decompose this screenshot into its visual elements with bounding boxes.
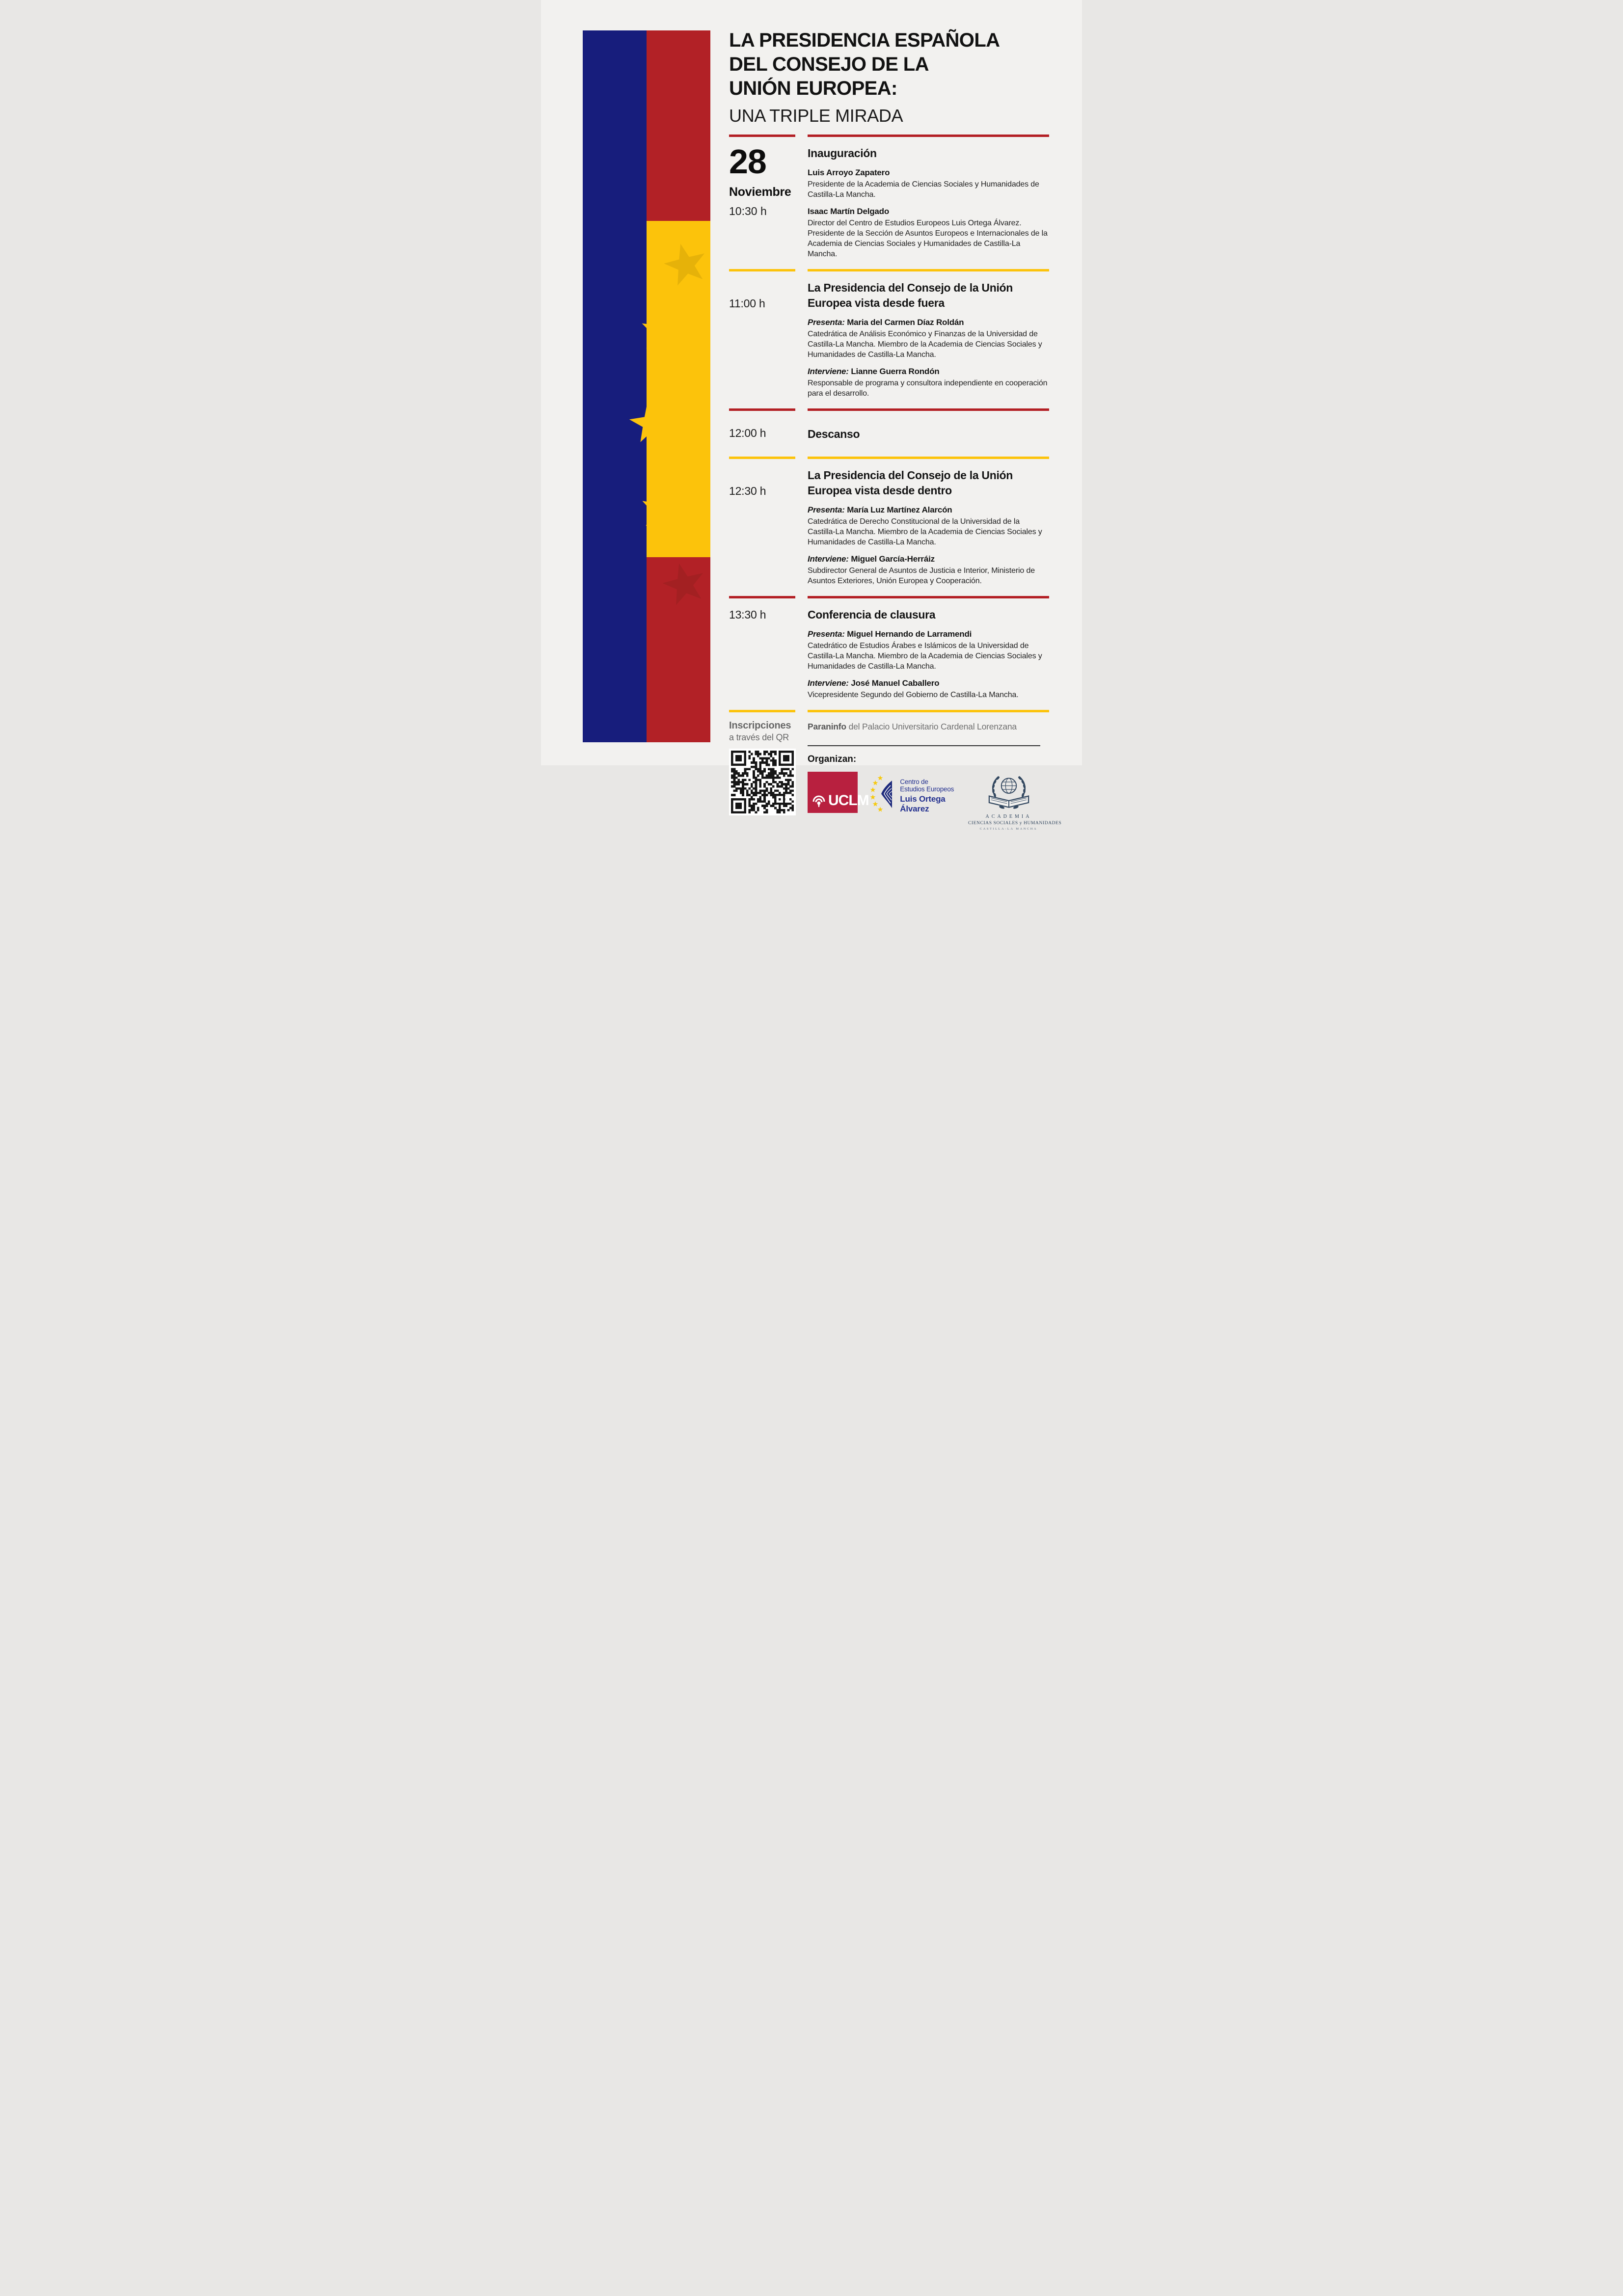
speaker: [808, 366, 1049, 399]
speaker-name: Presenta: Miguel Hernando de Larramendi: [808, 629, 972, 639]
speaker-desc: Catedrática de Análisis Económico y Finanzas de la Universidad de Castilla-La Mancha. Miembro de la Academia de Ciencias Sociales y Humanidades de Castilla-La Mancha.: [808, 330, 1042, 359]
speaker: [808, 167, 1049, 200]
date-day: 28: [729, 142, 766, 181]
speaker: [808, 317, 1049, 360]
speaker-name: Interviene: Miguel García-Herráiz: [808, 554, 935, 564]
speaker: [808, 206, 1049, 259]
academia-line2: CIENCIAS SOCIALES y HUMANIDADES: [968, 821, 1062, 826]
speaker-desc: Catedrático de Estudios Árabes e Islámicos de la Universidad de Castilla-La Mancha. Miembro de la Academia de Ciencias Sociales y Humanidades de Castilla-La Mancha.: [808, 642, 1042, 671]
speaker: [808, 678, 1049, 700]
date-block: [729, 142, 795, 259]
speaker-desc: Presidente de la Academia de Ciencias Sociales y Humanidades de Castilla-La Mancha.: [808, 180, 1039, 199]
title-line-3: UNIÓN EUROPEA:: [729, 78, 897, 99]
cee-mark-icon: [869, 775, 898, 817]
speaker-name: Interviene: José Manuel Caballero: [808, 678, 940, 688]
qr-code: [729, 749, 796, 815]
speaker-desc: Responsable de programa y consultora independiente en cooperación para el desarrollo.: [808, 379, 1048, 398]
inscriptions-label: Inscripciones: [729, 720, 791, 731]
uclm-eye-icon: [812, 793, 826, 808]
speaker: [808, 554, 1049, 586]
academia-line1: ACADEMIA: [985, 814, 1032, 819]
academia-line3: CASTILLA-LA MANCHA: [979, 827, 1038, 831]
session-heading: La Presidencia del Consejo de la Unión Europea vista desde dentro: [808, 469, 1013, 497]
poster-title: [729, 28, 1049, 127]
cee-logo: [869, 775, 954, 817]
flag-star-shadows: [583, 30, 710, 742]
organizer-logos: [808, 772, 1062, 831]
speaker-name: Presenta: María Luz Martínez Alarcón: [808, 505, 952, 514]
footer-divider: [808, 745, 1040, 746]
title-line-2: DEL CONSEJO DE LA: [729, 54, 929, 75]
rule-yellow-1: [729, 269, 1049, 271]
session-time: 13:30 h: [729, 608, 766, 621]
title-line-1: LA PRESIDENCIA ESPAÑOLA: [729, 29, 1000, 51]
session-heading: Descanso: [808, 428, 860, 440]
session-descanso: [729, 411, 1049, 457]
cee-line1: Centro de Estudios Europeos: [900, 778, 954, 793]
rule-red-3: [729, 596, 1049, 598]
rule-yellow-3: [729, 710, 1049, 712]
session-time: 11:00 h: [729, 297, 765, 310]
inscriptions-sub: a través del QR: [729, 732, 789, 742]
footer: [729, 712, 1062, 831]
session-1230: [729, 459, 1049, 596]
speaker-name: Luis Arroyo Zapatero: [808, 168, 890, 177]
speaker-name: Presenta: Maria del Carmen Díaz Roldán: [808, 318, 964, 327]
speaker-desc: Director del Centro de Estudios Europeos Luis Ortega Álvarez. Presidente de la Sección de Asuntos Europeos e Internacionales de la Academia de Ciencias Sociales y Humanidades de Castilla-La Mancha.: [808, 219, 1048, 258]
session-1100: [729, 271, 1049, 408]
eu-spain-flag: [583, 30, 710, 742]
cee-line2: Luis Ortega Álvarez: [900, 794, 946, 813]
rule-red-2: [729, 408, 1049, 411]
session-time: 12:00 h: [729, 427, 766, 439]
uclm-logo: [808, 772, 869, 813]
speaker-desc: Subdirector General de Asuntos de Justicia e Interior, Ministerio de Asuntos Exteriores, Unión Europea y Cooperación.: [808, 567, 1035, 585]
speaker-desc: Vicepresidente Segundo del Gobierno de Castilla-La Mancha.: [808, 691, 1019, 699]
speaker-name: Interviene: Lianne Guerra Rondón: [808, 367, 940, 376]
academia-emblem-icon: [985, 772, 1032, 812]
program-content: [729, 28, 1062, 831]
organizers-label: Organizan:: [808, 754, 857, 764]
uclm-label: UCLM: [828, 792, 869, 809]
session-heading: Inauguración: [808, 147, 877, 160]
date-time: 10:30 h: [729, 205, 767, 217]
session-heading: Conferencia de clausura: [808, 608, 936, 621]
academia-logo: [968, 772, 1062, 831]
speaker: [808, 505, 1049, 547]
speaker-name: Isaac Martín Delgado: [808, 207, 890, 216]
date-month: Noviembre: [729, 185, 791, 199]
rule-yellow-2: [729, 457, 1049, 459]
venue-line: Paraninfo del Palacio Universitario Cardenal Lorenzana: [808, 722, 1017, 731]
speaker-desc: Catedrática de Derecho Constitucional de la Universidad de la Castilla-La Mancha. Miembro de la Academia de Ciencias Sociales y Humanidades de Castilla-La Mancha.: [808, 517, 1042, 546]
session-heading: La Presidencia del Consejo de la Unión Europea vista desde fuera: [808, 281, 1013, 309]
speaker: [808, 629, 1049, 672]
poster-subtitle: UNA TRIPLE MIRADA: [729, 106, 903, 126]
session-inauguracion: [729, 137, 1049, 269]
rule-red-1: [729, 135, 1049, 137]
venue-name: Paraninfo: [808, 722, 846, 731]
session-time: 12:30 h: [729, 485, 766, 497]
session-clausura: [729, 598, 1049, 710]
poster-page: [541, 0, 1082, 831]
